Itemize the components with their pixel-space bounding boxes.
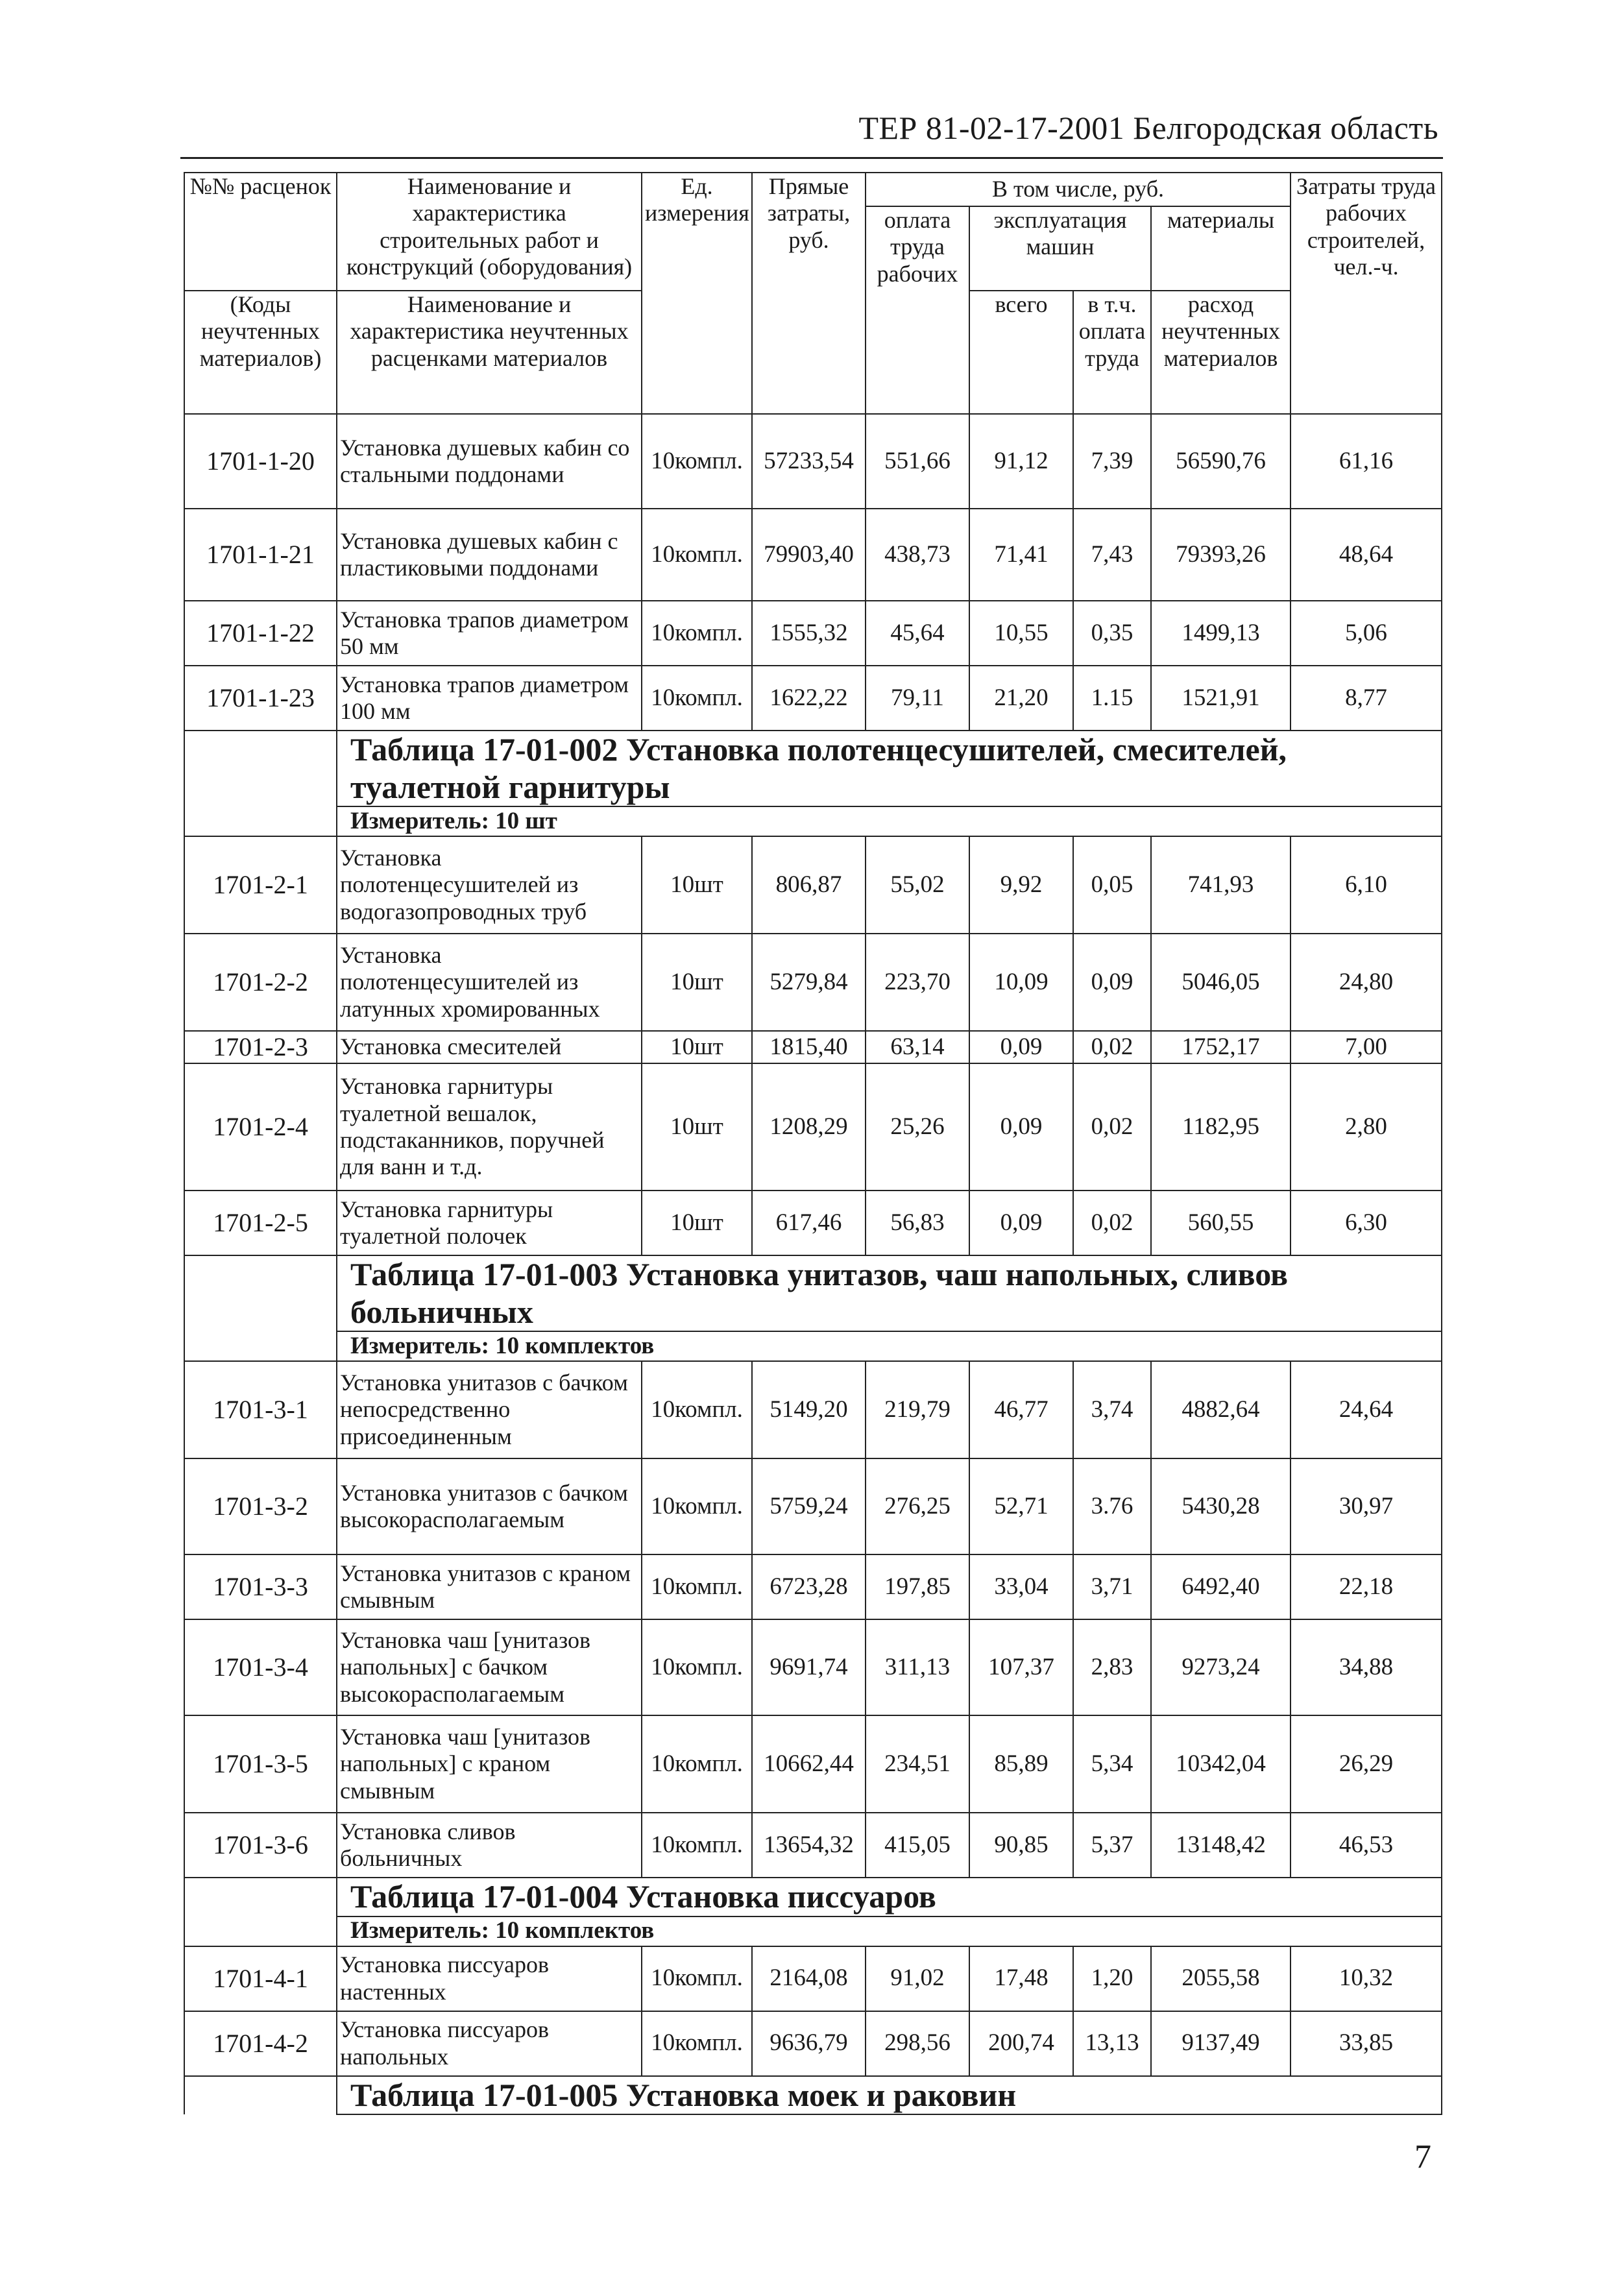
cost-mach: 9,92 <box>969 836 1073 934</box>
direct-cost: 1555,32 <box>752 601 866 666</box>
rate-code: 1701-3-2 <box>184 1458 337 1554</box>
direct-cost: 10662,44 <box>752 1715 866 1813</box>
blank-code-cell <box>184 1916 337 1946</box>
unit-value: 10компл. <box>642 414 752 509</box>
rate-code: 1701-4-1 <box>184 1946 337 2011</box>
blank-code-cell <box>184 1331 337 1361</box>
cost-wages: 438,73 <box>866 509 969 601</box>
direct-cost: 9691,74 <box>752 1619 866 1715</box>
work-name: Установка унитазов с бачком высокорасполагаемым <box>337 1458 642 1554</box>
cost-mat: 4882,64 <box>1151 1361 1291 1458</box>
table-row <box>184 2011 1442 2076</box>
cost-mwage: 3,74 <box>1073 1361 1151 1458</box>
section-title-row <box>184 1255 1442 1331</box>
blank-code-cell <box>184 2076 337 2115</box>
cost-mach: 46,77 <box>969 1361 1073 1458</box>
cost-mach: 0,09 <box>969 1063 1073 1191</box>
blank-code-cell <box>184 731 337 806</box>
cost-wages: 63,14 <box>866 1031 969 1063</box>
cost-mat: 79393,26 <box>1151 509 1291 601</box>
col-incl-header: В том числе, руб. <box>866 173 1291 206</box>
cost-mat: 56590,76 <box>1151 414 1291 509</box>
col-machines-total: всего <box>969 291 1073 414</box>
cost-mach: 107,37 <box>969 1619 1073 1715</box>
table-row <box>184 414 1442 509</box>
unit-value: 10компл. <box>642 1458 752 1554</box>
work-name: Установка душевых кабин с пластиковыми поддонами <box>337 509 642 601</box>
cost-mat: 2055,58 <box>1151 1946 1291 2011</box>
cost-mwage: 1,20 <box>1073 1946 1151 2011</box>
work-name: Установка трапов диаметром 100 мм <box>337 666 642 731</box>
col-direct-header: Прямые затраты, руб. <box>752 173 866 414</box>
rate-code: 1701-4-2 <box>184 2011 337 2076</box>
running-header: ТЕР 81-02-17-2001 Белгородская область <box>858 110 1438 146</box>
cost-mach: 0,09 <box>969 1191 1073 1255</box>
header-rule <box>180 157 1443 159</box>
cost-mat: 9273,24 <box>1151 1619 1291 1715</box>
col-labor-header: Затраты труда рабочих строителей, чел.-ч. <box>1291 173 1442 414</box>
direct-cost: 13654,32 <box>752 1813 866 1878</box>
rate-code: 1701-2-1 <box>184 836 337 934</box>
rate-code: 1701-3-3 <box>184 1554 337 1619</box>
table-row <box>184 1361 1442 1458</box>
direct-cost: 1208,29 <box>752 1063 866 1191</box>
section-title: Таблица 17-01-005 Установка моек и раковин <box>337 2076 1442 2115</box>
cost-labor: 24,80 <box>1291 934 1442 1031</box>
unit-value: 10шт <box>642 836 752 934</box>
cost-wages: 234,51 <box>866 1715 969 1813</box>
cost-wages: 25,26 <box>866 1063 969 1191</box>
table-row <box>184 509 1442 601</box>
rate-code: 1701-3-4 <box>184 1619 337 1715</box>
table-row <box>184 1458 1442 1554</box>
section-title-row <box>184 2076 1442 2115</box>
table-row <box>184 836 1442 934</box>
cost-labor: 26,29 <box>1291 1715 1442 1813</box>
col-code-header: №№ расценок <box>184 173 337 291</box>
rate-code: 1701-3-1 <box>184 1361 337 1458</box>
cost-mat: 1521,91 <box>1151 666 1291 731</box>
cost-mat: 5430,28 <box>1151 1458 1291 1554</box>
cost-wages: 56,83 <box>866 1191 969 1255</box>
cost-wages: 551,66 <box>866 414 969 509</box>
cost-mwage: 0,02 <box>1073 1031 1151 1063</box>
cost-wages: 311,13 <box>866 1619 969 1715</box>
section-title: Таблица 17-01-002 Установка полотенцесушителей, смесителей, туалетной гарнитуры <box>337 731 1442 806</box>
table-row <box>184 1715 1442 1813</box>
cost-mat: 9137,49 <box>1151 2011 1291 2076</box>
rate-code: 1701-1-23 <box>184 666 337 731</box>
work-name: Установка гарнитуры туалетной полочек <box>337 1191 642 1255</box>
cost-wages: 55,02 <box>866 836 969 934</box>
cost-mwage: 1.15 <box>1073 666 1151 731</box>
section-measure-row <box>184 806 1442 836</box>
unit-value: 10шт <box>642 1191 752 1255</box>
cost-wages: 91,02 <box>866 1946 969 2011</box>
direct-cost: 617,46 <box>752 1191 866 1255</box>
table-row <box>184 1813 1442 1878</box>
direct-cost: 9636,79 <box>752 2011 866 2076</box>
cost-mat: 1752,17 <box>1151 1031 1291 1063</box>
col-name-header: Наименование и характеристика строительных работ и конструкций (оборудования) <box>337 173 642 291</box>
unit-value: 10компл. <box>642 509 752 601</box>
cost-wages: 415,05 <box>866 1813 969 1878</box>
cost-mwage: 13,13 <box>1073 2011 1151 2076</box>
cost-wages: 197,85 <box>866 1554 969 1619</box>
cost-wages: 298,56 <box>866 2011 969 2076</box>
price-table <box>184 172 1442 2115</box>
blank-code-cell <box>184 1255 337 1331</box>
work-name: Установка чаш [унитазов напольных] с бачком высокорасполагаемым <box>337 1619 642 1715</box>
section-title: Таблица 17-01-003 Установка унитазов, чаш напольных, сливов больничных <box>337 1255 1442 1331</box>
cost-mwage: 0,02 <box>1073 1063 1151 1191</box>
cost-labor: 34,88 <box>1291 1619 1442 1715</box>
cost-wages: 219,79 <box>866 1361 969 1458</box>
unit-value: 10компл. <box>642 1715 752 1813</box>
unit-value: 10компл. <box>642 666 752 731</box>
table-row <box>184 601 1442 666</box>
work-name: Установка писсуаров настенных <box>337 1946 642 2011</box>
cost-mwage: 0,09 <box>1073 934 1151 1031</box>
cost-wages: 79,11 <box>866 666 969 731</box>
cost-labor: 2,80 <box>1291 1063 1442 1191</box>
cost-labor: 6,10 <box>1291 836 1442 934</box>
cost-mach: 21,20 <box>969 666 1073 731</box>
cost-mach: 52,71 <box>969 1458 1073 1554</box>
cost-mach: 71,41 <box>969 509 1073 601</box>
work-name: Установка полотенцесушителей из водогазопроводных труб <box>337 836 642 934</box>
cost-mach: 33,04 <box>969 1554 1073 1619</box>
cost-mwage: 0,05 <box>1073 836 1151 934</box>
section-measure: Измеритель: 10 комплектов <box>337 1331 1442 1361</box>
unit-value: 10компл. <box>642 1554 752 1619</box>
unit-value: 10компл. <box>642 1813 752 1878</box>
table-row <box>184 666 1442 731</box>
rate-code: 1701-2-2 <box>184 934 337 1031</box>
cost-mwage: 0,35 <box>1073 601 1151 666</box>
rate-code: 1701-2-4 <box>184 1063 337 1191</box>
cost-labor: 24,64 <box>1291 1361 1442 1458</box>
work-name: Установка трапов диаметром 50 мм <box>337 601 642 666</box>
rate-code: 1701-2-3 <box>184 1031 337 1063</box>
cost-mwage: 3.76 <box>1073 1458 1151 1554</box>
col-unit-header: Ед. измерения <box>642 173 752 414</box>
unit-value: 10шт <box>642 934 752 1031</box>
page-number: 7 <box>1414 2138 1431 2175</box>
table-row <box>184 934 1442 1031</box>
cost-mach: 85,89 <box>969 1715 1073 1813</box>
cost-mach: 90,85 <box>969 1813 1073 1878</box>
col-machines-header: эксплуатация машин <box>969 206 1151 291</box>
col-code-sub: (Коды неучтенных материалов) <box>184 291 337 414</box>
unit-value: 10компл. <box>642 1619 752 1715</box>
rate-code: 1701-3-6 <box>184 1813 337 1878</box>
col-machines-wage: в т.ч. оплата труда <box>1073 291 1151 414</box>
unit-value: 10шт <box>642 1063 752 1191</box>
work-name: Установка сливов больничных <box>337 1813 642 1878</box>
direct-cost: 5759,24 <box>752 1458 866 1554</box>
work-name: Установка душевых кабин со стальными поддонами <box>337 414 642 509</box>
rate-code: 1701-1-21 <box>184 509 337 601</box>
col-name-sub: Наименование и характеристика неучтенных расценками материалов <box>337 291 642 414</box>
cost-mat: 1182,95 <box>1151 1063 1291 1191</box>
cost-mwage: 2,83 <box>1073 1619 1151 1715</box>
table-row <box>184 1031 1442 1063</box>
unit-value: 10компл. <box>642 2011 752 2076</box>
direct-cost: 1815,40 <box>752 1031 866 1063</box>
cost-mat: 13148,42 <box>1151 1813 1291 1878</box>
cost-mat: 741,93 <box>1151 836 1291 934</box>
rate-code: 1701-1-22 <box>184 601 337 666</box>
rate-code: 1701-2-5 <box>184 1191 337 1255</box>
section-title: Таблица 17-01-004 Установка писсуаров <box>337 1878 1442 1916</box>
direct-cost: 1622,22 <box>752 666 866 731</box>
direct-cost: 806,87 <box>752 836 866 934</box>
direct-cost: 79903,40 <box>752 509 866 601</box>
unit-value: 10шт <box>642 1031 752 1063</box>
section-title-row <box>184 1878 1442 1916</box>
col-materials-sub: расход неучтенных материалов <box>1151 291 1291 414</box>
cost-wages: 45,64 <box>866 601 969 666</box>
table-row <box>184 1063 1442 1191</box>
direct-cost: 6723,28 <box>752 1554 866 1619</box>
cost-mach: 10,09 <box>969 934 1073 1031</box>
direct-cost: 5149,20 <box>752 1361 866 1458</box>
work-name: Установка смесителей <box>337 1031 642 1063</box>
cost-mat: 10342,04 <box>1151 1715 1291 1813</box>
cost-mwage: 5,37 <box>1073 1813 1151 1878</box>
cost-labor: 8,77 <box>1291 666 1442 731</box>
table-row <box>184 1554 1442 1619</box>
cost-mwage: 0,02 <box>1073 1191 1151 1255</box>
section-title-row <box>184 731 1442 806</box>
cost-mwage: 5,34 <box>1073 1715 1151 1813</box>
cost-labor: 22,18 <box>1291 1554 1442 1619</box>
cost-labor: 61,16 <box>1291 414 1442 509</box>
cost-labor: 6,30 <box>1291 1191 1442 1255</box>
col-materials-header: материалы <box>1151 206 1291 291</box>
section-measure: Измеритель: 10 шт <box>337 806 1442 836</box>
unit-value: 10компл. <box>642 601 752 666</box>
cost-wages: 276,25 <box>866 1458 969 1554</box>
cost-mach: 10,55 <box>969 601 1073 666</box>
direct-cost: 5279,84 <box>752 934 866 1031</box>
cost-mat: 5046,05 <box>1151 934 1291 1031</box>
cost-mat: 1499,13 <box>1151 601 1291 666</box>
direct-cost: 2164,08 <box>752 1946 866 2011</box>
cost-mach: 17,48 <box>969 1946 1073 2011</box>
direct-cost: 57233,54 <box>752 414 866 509</box>
col-wages-header: оплата труда рабочих <box>866 206 969 414</box>
section-measure-row <box>184 1916 1442 1946</box>
section-measure-row <box>184 1331 1442 1361</box>
unit-value: 10компл. <box>642 1946 752 2011</box>
cost-labor: 10,32 <box>1291 1946 1442 2011</box>
cost-mach: 0,09 <box>969 1031 1073 1063</box>
cost-mwage: 7,43 <box>1073 509 1151 601</box>
work-name: Установка писсуаров напольных <box>337 2011 642 2076</box>
work-name: Установка унитазов с бачком непосредственно присоединенным <box>337 1361 642 1458</box>
work-name: Установка гарнитуры туалетной вешалок, подстаканников, поручней для ванн и т.д. <box>337 1063 642 1191</box>
cost-mach: 91,12 <box>969 414 1073 509</box>
blank-code-cell <box>184 1878 337 1916</box>
cost-mat: 560,55 <box>1151 1191 1291 1255</box>
work-name: Установка полотенцесушителей из латунных хромированных <box>337 934 642 1031</box>
cost-mach: 200,74 <box>969 2011 1073 2076</box>
cost-mat: 6492,40 <box>1151 1554 1291 1619</box>
table-row <box>184 1619 1442 1715</box>
cost-labor: 33,85 <box>1291 2011 1442 2076</box>
blank-code-cell <box>184 806 337 836</box>
work-name: Установка чаш [унитазов напольных] с краном смывным <box>337 1715 642 1813</box>
cost-labor: 30,97 <box>1291 1458 1442 1554</box>
cost-labor: 46,53 <box>1291 1813 1442 1878</box>
rate-code: 1701-3-5 <box>184 1715 337 1813</box>
table-row <box>184 1946 1442 2011</box>
section-measure: Измеритель: 10 комплектов <box>337 1916 1442 1946</box>
cost-wages: 223,70 <box>866 934 969 1031</box>
rate-code: 1701-1-20 <box>184 414 337 509</box>
work-name: Установка унитазов с краном смывным <box>337 1554 642 1619</box>
cost-labor: 7,00 <box>1291 1031 1442 1063</box>
cost-labor: 48,64 <box>1291 509 1442 601</box>
table-row <box>184 1191 1442 1255</box>
unit-value: 10компл. <box>642 1361 752 1458</box>
cost-mwage: 3,71 <box>1073 1554 1151 1619</box>
cost-mwage: 7,39 <box>1073 414 1151 509</box>
cost-labor: 5,06 <box>1291 601 1442 666</box>
